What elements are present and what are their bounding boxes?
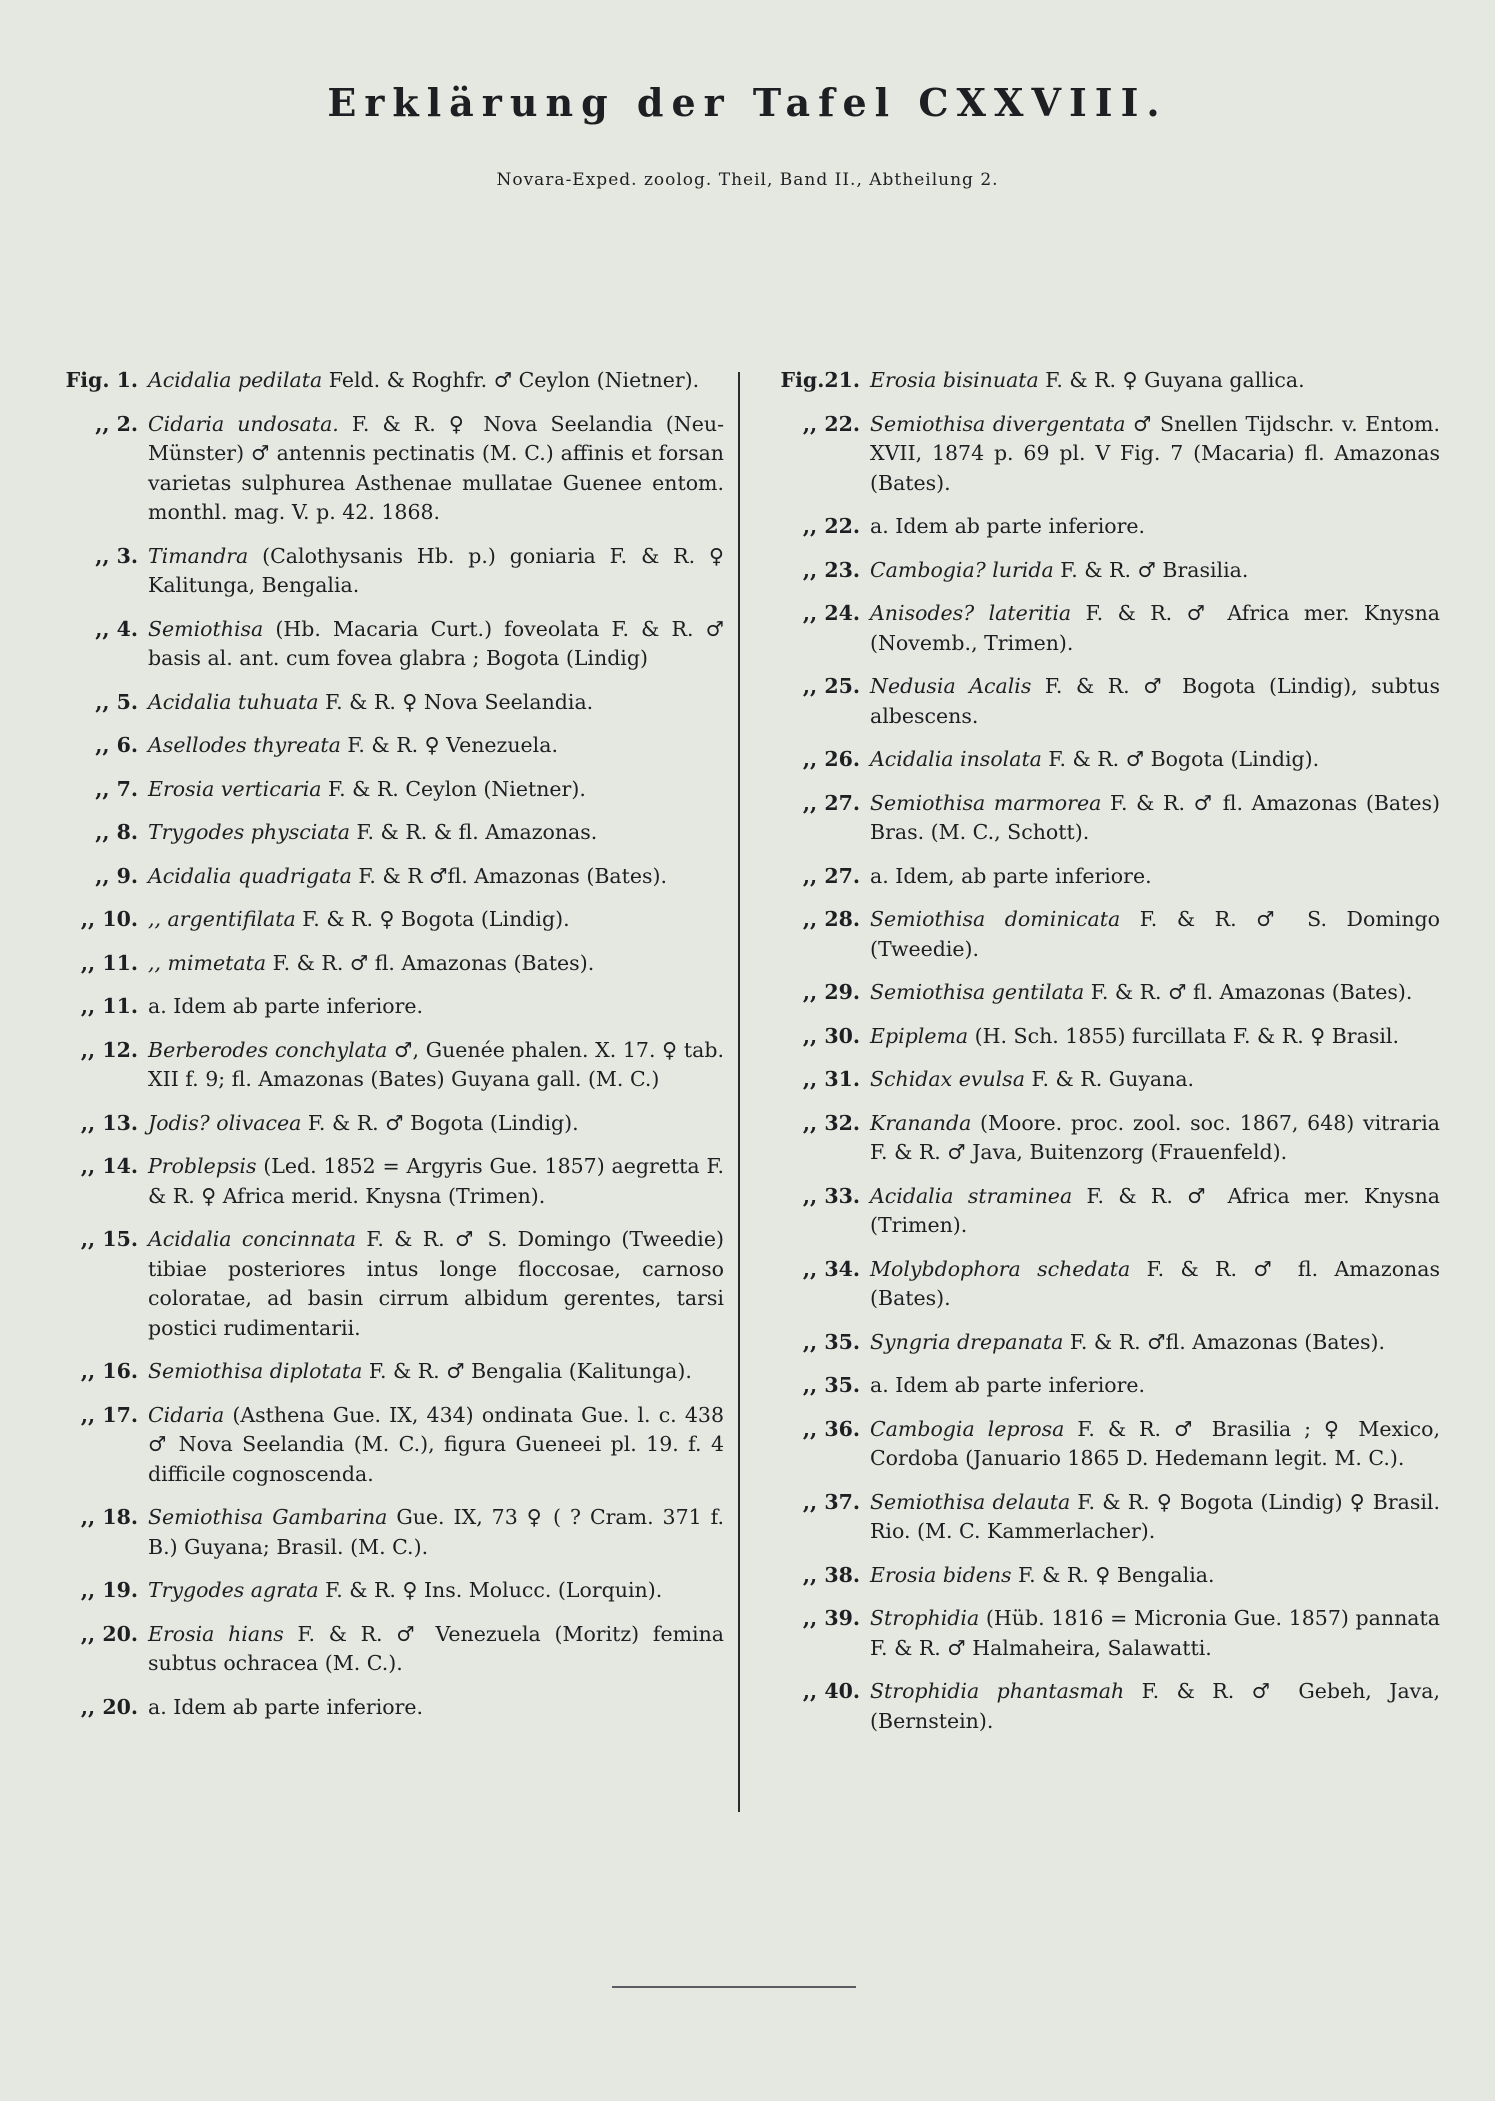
species-details: F. & R. ♂ Brasilia ; ♀ Mexico, Cordoba (Januario 1865 D. Hedemann legit. M. C.). [870,1416,1440,1470]
figure-entry [48,1225,724,1343]
left-column [48,366,724,1736]
species-name: Acidalia insolata [870,747,1042,771]
figure-description [148,1620,724,1679]
figure-description [870,1488,1440,1547]
figure-description [148,1109,724,1139]
figure-entry [48,1036,724,1095]
figure-number: ,, 26. [802,747,860,771]
species-details: (Asthena Gue. IX, 434) ondinata Gue. l. c. 438 ♂ Nova Seelandia (M. C.), figura Gueneei pl. 19. f. 4 difficile cognoscenda. [148,1402,724,1486]
figure-entry [768,789,1440,848]
species-details: F. & R. ♂ Bogota (Lindig). [301,1110,579,1135]
species-details: F. & R. ♂ S. Domingo (Tweedie). [870,907,1440,961]
figure-entry [48,1576,724,1606]
species-details: F. & R. ♀ Bogota (Lindig). [295,907,570,931]
figure-description [870,672,1440,731]
figure-number: ,, 35. [802,1373,860,1397]
figure-description [870,512,1440,542]
species-details: (Moore. proc. zool. soc. 1867, 648) vitraria F. & R. ♂ Java, Buitenzorg (Frauenfeld). [870,1110,1440,1164]
figure-number: ,, 31. [802,1067,860,1091]
species-name: Acidalia pedilata [148,368,323,392]
figure-description [870,978,1440,1008]
species-details: F. & R. ♂ fl. Amazonas (Bates) Bras. (M. C., Schott). [870,790,1440,844]
figure-description [870,1022,1440,1052]
species-details: ♂ Snellen Tijdschr. v. Entom. XVII, 1874 p. 69 pl. V Fig. 7 (Macaria) fl. Amazonas (Bates). [870,411,1440,495]
species-details: F. & R. ♀ Venezuela. [340,733,558,757]
figure-entry [48,1503,724,1562]
species-details: a. Idem ab parte inferiore. [870,1373,1146,1397]
figure-number: ,, 18. [80,1505,138,1529]
figure-number: ,, 25. [802,674,860,698]
figure-description [148,1357,724,1387]
figure-entry [48,366,724,396]
species-details: F. & R. ♀ Nova Seelandia (Neu-Münster) ♂ antennis pectinatis (M. C.) affinis et forsan varietas sulphurea Asthenae mullatae Guenee entom. monthl. mag. V. p. 42. 1868. [148,411,724,524]
figure-description [148,615,724,674]
figure-entry [48,1401,724,1490]
species-name: Timandra [148,543,249,568]
figure-description [148,1401,724,1490]
right-column [768,366,1440,1750]
figure-number: ,, 39. [802,1606,860,1630]
species-details: F. & R. ♂ fl. Amazonas (Bates). [266,950,595,975]
figure-entry [768,1109,1440,1168]
figure-description [148,1503,724,1562]
species-details: (Led. 1852 = Argyris Gue. 1857) aegretta F. & R. ♀ Africa merid. Knysna (Trimen). [148,1154,724,1208]
figure-number: ,, 22. [802,514,860,538]
figure-number: ,, 30. [802,1023,860,1048]
species-name: Cambogia? lurida [870,557,1054,582]
figure-description [870,1255,1440,1314]
species-name: Berberodes conchylata [148,1037,388,1062]
figure-number: ,, 40. [802,1679,860,1703]
species-name: Jodis? olivacea [148,1110,302,1135]
figure-entry [768,978,1440,1008]
species-details: (Hüb. 1816 = Micronia Gue. 1857) pannata F. & R. ♂ Halmaheira, Salawatti. [870,1606,1440,1660]
figure-entry [48,1109,724,1139]
species-details: F. & R. ♀ Nova Seelandia. [318,689,594,714]
species-details: F. & R. ♂ fl. Amazonas (Bates). [1084,980,1413,1004]
figure-entry [768,672,1440,731]
figure-number: ,, 23. [802,557,860,582]
figure-entry [768,905,1440,964]
species-name: Strophidia phantasmah [870,1679,1125,1703]
species-name: Acidalia tuhuata [148,689,319,714]
figure-number: ,, 15. [80,1227,138,1251]
figure-entry [48,1620,724,1679]
figure-description [148,731,724,761]
species-name: ,, mimetata [148,950,267,975]
figure-entry [768,1561,1440,1591]
figure-number: ,, 5. [95,689,138,714]
species-name: Krananda [870,1110,972,1135]
figure-description [870,599,1440,658]
column-divider [738,372,740,1812]
species-details: F. & R. ♂ S. Domingo (Tweedie) tibiae posteriores intus longe floccosae, carnoso coloratae, ad basin cirrum albidum gerentes, tarsi postici rudimentarii. [148,1227,724,1340]
species-details: F. & R. ♂ Bogota (Lindig), subtus albescens. [870,674,1440,728]
species-name: Acidalia straminea [870,1183,1073,1208]
figure-description [148,1152,724,1211]
figure-entry [768,1415,1440,1474]
bottom-rule [612,1986,856,1988]
species-name: Semiothisa diplotata [148,1359,363,1383]
figure-entry [48,818,724,848]
figure-description [148,366,724,396]
figure-description [870,789,1440,848]
figure-number: ,, 27. [802,790,860,815]
species-name: Semiothisa Gambarina [148,1505,388,1529]
figure-number: Fig.21. [780,368,860,392]
figure-number: ,, 29. [802,980,860,1004]
species-name: Acidalia quadrigata [148,863,352,888]
figure-entry [768,512,1440,542]
figure-entry [48,731,724,761]
species-name: Nedusia Acalis [870,674,1032,698]
species-name: Syngria drepanata [870,1329,1064,1354]
page-title: Erklärung der Tafel CXXVIII. [327,80,1168,125]
figure-description [148,1693,724,1723]
species-name: Semiothisa delauta [870,1489,1071,1514]
species-name: Strophidia [870,1606,980,1630]
figure-entry [48,410,724,528]
species-name: Erosia bisinuata [870,368,1039,392]
figure-number: ,, 10. [80,907,138,931]
species-details: F. & R. & fl. Amazonas. [349,820,598,844]
figure-description [148,688,724,718]
figure-entry [768,1604,1440,1663]
species-details: F. & R. ♂ Gebeh, Java, (Bernstein). [870,1679,1440,1733]
species-details: F. & R. ♀ Bengalia. [1011,1562,1215,1587]
species-details: F. & R. ♂ Bengalia (Kalitunga). [362,1359,692,1383]
species-details: a. Idem, ab parte inferiore. [870,863,1152,888]
figure-number: ,, 9. [95,863,138,888]
figure-description [148,949,724,979]
figure-entry [48,949,724,979]
figure-description [148,1225,724,1343]
figure-description [870,1371,1440,1401]
figure-entry [48,905,724,935]
species-details: F. & R. Guyana. [1024,1067,1195,1091]
species-details: F. & R. ♀ Ins. Molucc. (Lorquin). [318,1578,663,1602]
species-details: F. & R. ♀ Guyana gallica. [1038,368,1305,392]
figure-entry [768,556,1440,586]
figure-entry [48,775,724,805]
species-name: Semiothisa marmorea [870,790,1102,815]
figure-entry [768,1488,1440,1547]
species-name: Trygodes physciata [148,820,350,844]
figure-entry [768,1328,1440,1358]
species-details: F. & R. ♂ Bogota (Lindig). [1041,747,1320,771]
figure-number: Fig. 1. [65,368,138,392]
figure-entry [768,745,1440,775]
figure-number: ,, 3. [95,543,138,568]
figure-entry [768,1182,1440,1241]
species-name: ,, argentifilata [148,907,296,931]
figure-number: ,, 38. [802,1562,860,1587]
species-name: Epiplema [870,1023,969,1048]
figure-number: ,, 17. [80,1402,138,1427]
figure-description [148,542,724,601]
species-name: Erosia hians [148,1621,284,1646]
figure-number: ,, 19. [80,1578,138,1602]
figure-description [870,1328,1440,1358]
figure-description [870,1415,1440,1474]
figure-number: ,, 8. [95,820,138,844]
figure-description [870,905,1440,964]
figure-entry [768,1065,1440,1095]
figure-entry [48,992,724,1022]
figure-number: ,, 20. [80,1621,138,1646]
species-name: Cambogia leprosa [870,1416,1065,1441]
figure-number: ,, 22. [802,411,860,436]
species-name: Acidalia concinnata [148,1227,356,1251]
figure-description [870,1604,1440,1663]
figure-entry [48,542,724,601]
figure-description [148,862,724,892]
figure-entry [768,862,1440,892]
figure-number: ,, 7. [95,776,138,801]
figure-description [148,1576,724,1606]
species-name: Schidax evulsa [870,1067,1025,1091]
figure-description [870,1109,1440,1168]
figure-number: ,, 20. [80,1694,138,1719]
figure-entry [48,862,724,892]
species-details: a. Idem ab parte inferiore. [148,994,424,1018]
figure-number: ,, 32. [802,1110,860,1135]
species-details: Gue. IX, 73 ♀ ( ? Cram. 371 f. B.) Guyana; Brasil. (M. C.). [148,1505,724,1559]
species-details: Feld. & Roghfr. ♂ Ceylon (Nietner). [322,368,700,392]
figure-number: ,, 4. [95,616,138,641]
figure-entry [768,366,1440,396]
figure-entry [48,615,724,674]
figure-number: ,, 34. [802,1256,860,1281]
species-name: Trygodes agrata [148,1578,319,1602]
figure-description [870,1182,1440,1241]
species-name: Anisodes? lateritia [870,601,1072,625]
species-name: Semiothisa gentilata [870,980,1085,1004]
figure-description [148,410,724,528]
figure-description [148,818,724,848]
figure-description [870,862,1440,892]
figure-description [148,1036,724,1095]
figure-number: ,, 6. [95,733,138,757]
figure-number: ,, 11. [80,950,138,975]
species-name: Asellodes thyreata [148,733,341,757]
species-details: (H. Sch. 1855) furcillata F. & R. ♀ Brasil. [968,1023,1399,1048]
species-name: Semiothisa divergentata [870,411,1126,436]
figure-description [148,905,724,935]
figure-entry [768,410,1440,499]
species-name: Cidaria undosata. [148,411,339,436]
species-details: F. & R. ♀ Bogota (Lindig) ♀ Brasil. Rio. (M. C. Kammerlacher). [870,1489,1440,1543]
species-details: F. & R. Ceylon (Nietner). [321,776,586,801]
figure-description [870,366,1440,396]
figure-number: ,, 33. [802,1183,860,1208]
figure-description [870,410,1440,499]
figure-number: ,, 35. [802,1329,860,1354]
figure-entry [768,599,1440,658]
species-name: Molybdophora schedata [870,1256,1131,1281]
figure-number: ,, 28. [802,907,860,931]
figure-number: ,, 13. [80,1110,138,1135]
species-details: F. & R. ♂fl. Amazonas (Bates). [1063,1329,1385,1354]
figure-entry [768,1371,1440,1401]
species-details: F. & R. ♂ fl. Amazonas (Bates). [870,1256,1440,1310]
figure-number: ,, 12. [80,1037,138,1062]
figure-entry [48,1152,724,1211]
figure-entry [48,688,724,718]
figure-description [870,1677,1440,1736]
figure-number: ,, 37. [802,1489,860,1514]
species-details: F. & R. ♂ Africa mer. Knysna (Novemb., Trimen). [870,601,1440,655]
figure-description [148,992,724,1022]
species-name: Semiothisa [148,616,264,641]
figure-number: ,, 16. [80,1359,138,1383]
species-details: F. & R. ♂ Africa mer. Knysna (Trimen). [870,1183,1440,1237]
figure-number: ,, 36. [802,1416,860,1441]
species-details: (Hb. Macaria Curt.) foveolata F. & R. ♂ basis al. ant. cum fovea glabra ; Bogota (Lindig) [148,616,724,670]
species-details: a. Idem ab parte inferiore. [148,1694,424,1719]
species-name: Erosia verticaria [148,776,322,801]
figure-entry [48,1693,724,1723]
figure-description [870,1065,1440,1095]
figure-number: ,, 11. [80,994,138,1018]
figure-description [870,745,1440,775]
figure-number: ,, 14. [80,1154,138,1178]
figure-number: ,, 24. [802,601,860,625]
figure-description [870,556,1440,586]
figure-entry [768,1255,1440,1314]
figure-number: ,, 27. [802,863,860,888]
page-subtitle: Novara-Exped. zoolog. Theil, Band II., Abtheilung 2. [496,170,999,190]
species-name: Semiothisa dominicata [870,907,1121,931]
species-details: F. & R ♂fl. Amazonas (Bates). [351,863,668,888]
species-details: F. & R. ♂ Brasilia. [1053,557,1249,582]
species-name: Erosia bidens [870,1562,1012,1587]
species-name: Cidaria [148,1402,225,1427]
figure-entry [48,1357,724,1387]
figure-entry [768,1022,1440,1052]
species-details: ♂, Guenée phalen. X. 17. ♀ tab. XII f. 9; fl. Amazonas (Bates) Guyana gall. (M. C.) [148,1037,725,1091]
species-details: F. & R. ♂ Venezuela (Moritz) femina subtus ochracea (M. C.). [148,1621,724,1675]
species-name: Problepsis [148,1154,257,1178]
figure-number: ,, 2. [95,411,138,436]
species-details: (Calothysanis Hb. p.) goniaria F. & R. ♀ Kalitunga, Bengalia. [148,543,724,597]
figure-entry [768,1677,1440,1736]
figure-description [870,1561,1440,1591]
figure-description [148,775,724,805]
species-details: a. Idem ab parte inferiore. [870,514,1146,538]
